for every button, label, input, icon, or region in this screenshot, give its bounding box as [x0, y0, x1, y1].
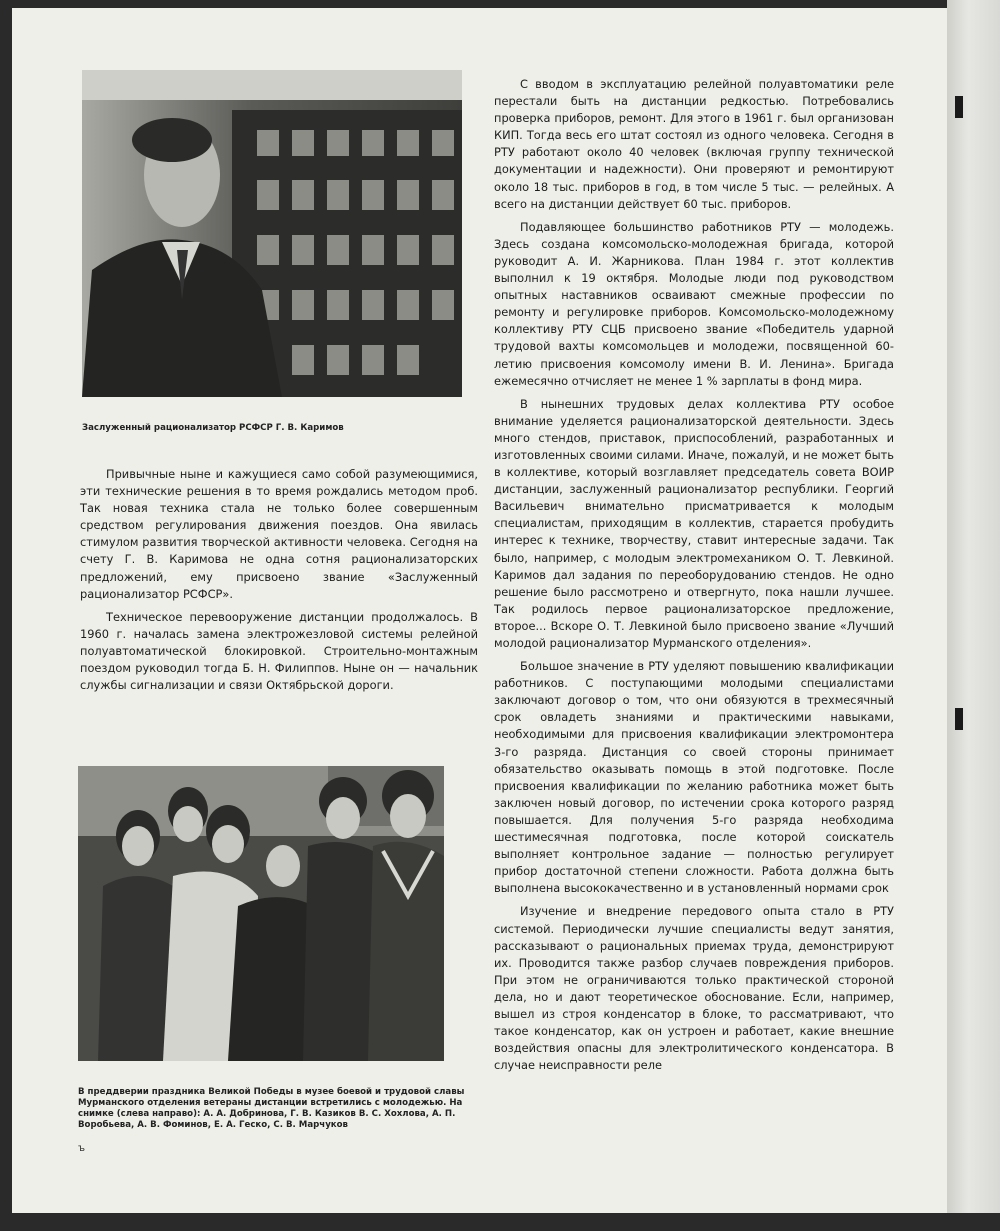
photo-karimov-caption: Заслуженный рационализатор РСФСР Г. В. Каримов [82, 423, 344, 433]
scan-top-border [0, 0, 1000, 8]
photo-group-caption: В преддверии праздника Великой Победы в музее боевой и трудовой славы Мурманского отделения ветераны дистанции встретились с молодежью. На снимке (слева направо): А. А. Добринова, Г. В. Казиков В. С. Хохлова, А. П. Воробьева, А. В. Фоминов, Е. А. Геско, С. В. Марчуков [78, 1087, 465, 1130]
photo-karimov-image [82, 70, 462, 397]
photo-karimov [82, 70, 462, 397]
left-paragraph-2: Техническое перевооружение дистанции продолжалось. В 1960 г. началась замена электрожезловой системы релейной полуавтоматической блокировкой. Строительно-монтажным поездом руководил тогда Б. Н. Филиппов. Ныне он — начальник службы сигнализации и связи Октябрьской дороги. [80, 609, 478, 693]
right-paragraph-2: Подавляющее большинство работников РТУ — молодежь. Здесь создана комсомольско-молодежная бригада, которой руководит А. И. Жарникова. План 1984 г. этот коллектив выполнил к 19 октября. Молодые люди под руководством опытных наставников осваивают смежные профессии по ремонту и регулировке приборов. Комсомольско-молодежному коллективу РТУ СЦБ присвоено звание «Победитель ударной трудовой вахты комсомольцев и молодежи, посвященной 60-летию присвоения комсомолу имени В. И. Ленина». Бригада ежемесячно отчисляет не менее 1 % зарплаты в фонд мира. [494, 219, 894, 388]
page-mark: ъ [78, 1143, 86, 1154]
photo-group-image [78, 766, 444, 1061]
edge-marker-top [955, 96, 963, 118]
right-paragraph-5: Изучение и внедрение передового опыта стало в РТУ системой. Периодически лучшие специалисты ведут занятия, рассказывают о рациональных приемах труда, демонстрируют их. Проводится также разбор случаев повреждения приборов. При этом не ограничиваются только практической стороной дела, но и дают теоретическое обоснование. Если, например, вышел из строя конденсатор в блоке, то рассматривают, что такое конденсатор, как он устроен и работает, какие внешние воздействия опасны для электролитического конденсатора. В случае неисправности реле [494, 904, 894, 1073]
right-paragraph-4: Большое значение в РТУ уделяют повышению квалификации работников. С поступающими молодыми специалистами заключают договор о том, что они обязуются в трехмесячный срок овладеть знаниями и практическими навыками, необходимыми для присвоения квалификации электромонтера 3-го разряда. Дистанция со своей стороны принимает обязательство оказывать помощь в этой подготовке. После присвоения квалификации по желанию работника может быть заключен новый договор, по истечении срока которого разряд повышается. Для получения 5-го разряда необходима шестимесячная подготовка, после которой соискатель выполняет контрольное задание — полностью регулирует прибор достаточной степени сложности. Работа должна быть выполнена высококачественно и в установленный нормами срок [494, 659, 894, 896]
left-paragraph-1: Привычные ныне и кажущиеся само собой разумеющимися, эти технические решения в то время рождались методом проб. Так новая техника стала не только более совершенным средством регулирования движения поездов. Она явилась стимулом развития творческой активности человека. Сегодня на счету Г. В. Каримова не одна сотня рационализаторских предложений, ему присвоено звание «Заслуженный рационализатор РСФСР». [80, 467, 478, 601]
right-text-column [494, 76, 894, 1080]
left-text-column [80, 466, 478, 700]
photo-group [78, 766, 444, 1061]
edge-marker-middle [955, 708, 963, 730]
scan-bottom-border [0, 1213, 1000, 1231]
page-edge [947, 0, 1000, 1231]
right-paragraph-3: В нынешних трудовых делах коллектива РТУ особое внимание уделяется рационализаторской деятельности. Здесь много стендов, приставок, приспособлений, разработанных и изготовленных своими силами. Иначе, пожалуй, и не может быть в коллективе, который возглавляет председатель совета ВОИР дистанции, заслуженный рационализатор республики. Георгий Васильевич внимательно присматривается к молодым специалистам, приходящим в коллектив, старается пробудить интерес к технике, творчеству, ставит интересные задачи. Так было, например, с молодым электромехаником О. Т. Левкиной. Каримов дал задания по переоборудованию стендов. Не одно решение было рассмотрено и отвергнуто, пока нашли лучшее. Так родилось первое рационализаторское предложение, второе... Вскоре О. Т. Левкиной было присвоено звание «Лучший молодой рационализатор Мурманского отделения». [494, 396, 894, 650]
right-paragraph-1: С вводом в эксплуатацию релейной полуавтоматики реле перестали быть на дистанции редкостью. Потребовались проверка приборов, ремонт. Для этого в 1961 г. был организован КИП. Тогда весь его штат состоял из одного человека. Сегодня в РТУ работают около 40 человек (включая группу технической документации и надежности). Они проверяют и ремонтируют около 18 тыс. приборов в год, в том числе 5 тыс. — релейных. А всего на дистанции действует 60 тыс. приборов. [494, 77, 894, 211]
